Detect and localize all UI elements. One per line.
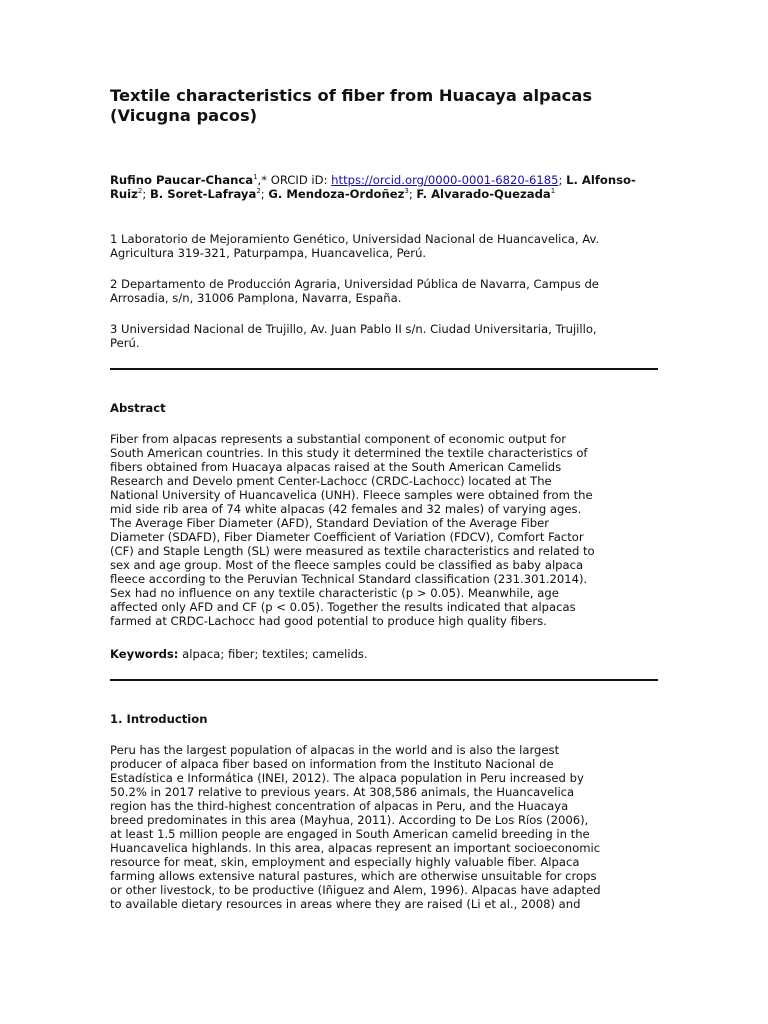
author-name: G. Mendoza-Ordoñez — [268, 187, 405, 201]
affiliation-marker: 1 — [550, 187, 556, 196]
section-divider — [110, 368, 658, 370]
author-separator: ; — [260, 187, 269, 201]
keywords-label: Keywords: — [110, 647, 179, 661]
abstract-text: Fiber from alpacas represents a substantial component of economic output for South American countries. In this study it determined the textile characteristics of fibers obtained from Huacaya alpacas raised at the South American Camelids Research and Develo pment Center-Lachocc (CRDC-Lachocc) located at The National University of Huancavelica (UNH). Fleece samples were obtained from the mid side rib area of 74 white alpacas (42 females and 32 males) of varying ages. The Average Fiber Diameter (AFD), Standard Deviation of the Average Fiber Diameter (SDAFD), Fiber Diameter Coefficient of Variation (FDCV), Comfort Factor (CF) and Staple Length (SL) were measured as textile characteristics and related to sex and age group. Most of the fleece samples could be classified as baby alpaca fleece according to the Peruvian Technical Standard classification (231.301.2014). Sex had no influence on any textile characteristic (p > 0.05). Meanwhile, age affected only AFD and CF (p < 0.05). Together the results indicated that alpacas farmed at CRDC-Lachocc had good potential to produce high quality fibers. — [110, 432, 595, 628]
section-divider — [110, 679, 658, 681]
author-name: B. Soret-Lafraya — [149, 187, 257, 201]
affiliation-marker: 2 — [137, 187, 143, 196]
author-name: F. Alvarado-Quezada — [416, 187, 551, 201]
author-note: ,* ORCID iD: — [257, 173, 332, 187]
affiliation-marker: 2 — [256, 187, 261, 196]
keywords-line — [110, 647, 658, 661]
abstract-heading: Abstract — [110, 401, 166, 415]
introduction-text: Peru has the largest population of alpacas in the world and is also the largest producer of alpaca fiber based on information from the Instituto Nacional de Estadística e Informática (INEI, 2012). The alpaca population in Peru increased by 50.2% in 2017 relative to previous years. At 308,586 animals, the Huancavelica region has the third-highest concentration of alpacas in Peru, and the Huacaya breed predominates in this area (Mayhua, 2011). According to De Los Ríos (2006), at least 1.5 million people are engaged in South American camelid breeding in the Huancavelica highlands. In this area, alpacas represent an important socioeconomic resource for meat, skin, employment and especially highly valuable fiber. Alpaca farming allows extensive natural pastures, which are otherwise unsuitable for crops or other livestock, to be productive (Iñiguez and Alem, 1996). Alpacas have adapted to available dietary resources in areas where they are raised (Li et al., 2008) and — [110, 743, 601, 911]
affiliation-2: 2 Departamento de Producción Agraria, Universidad Pública de Navarra, Campus de Arrosadia, s/n, 31006 Pamplona, Navarra, España. — [110, 277, 599, 305]
affiliation-marker: 1 — [253, 173, 258, 182]
affiliation-3: 3 Universidad Nacional de Trujillo, Av. Juan Pablo II s/n. Ciudad Universitaria, Trujillo, Perú. — [110, 322, 597, 350]
affiliation-marker: 3 — [404, 187, 409, 196]
author-name: Rufino Paucar-Chanca — [110, 173, 254, 187]
affiliation-1: 1 Laboratorio de Mejoramiento Genético, Universidad Nacional de Huancavelica, Av. Agricultura 319-321, Paturpampa, Huancavelica, Perú. — [110, 232, 600, 260]
author-separator: ; — [142, 187, 150, 201]
paper-title: Textile characteristics of fiber from Huacaya alpacas (Vicugna pacos) — [110, 86, 593, 125]
orcid-link[interactable]: https://orcid.org/0000-0001-6820-6185 — [331, 173, 559, 187]
author-separator: ; — [558, 173, 567, 187]
author-separator: ; — [408, 187, 417, 201]
introduction-heading: 1. Introduction — [110, 712, 208, 726]
author-name: L. Alfonso-Ruiz — [110, 173, 636, 201]
keywords-list: alpaca; fiber; textiles; camelids. — [178, 647, 368, 661]
author-list — [110, 173, 658, 201]
